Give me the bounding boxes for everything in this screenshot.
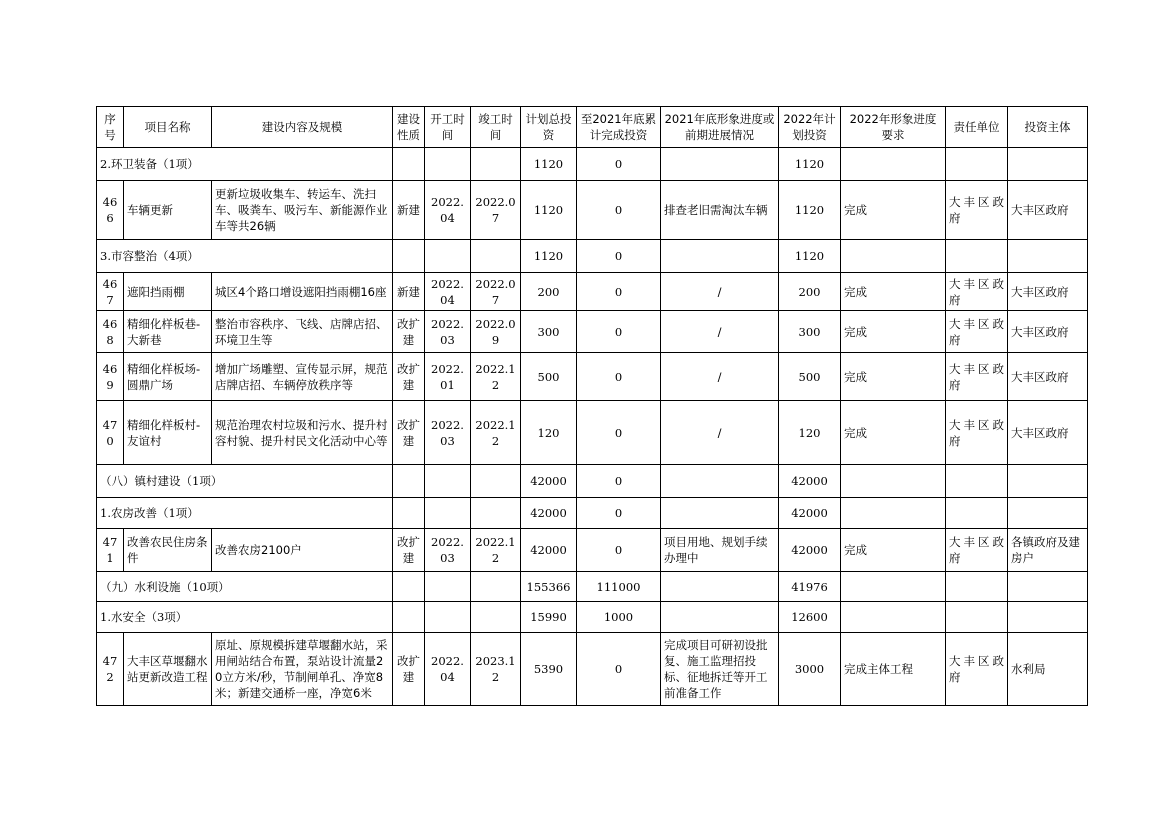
table-row	[97, 273, 1088, 311]
cell-seq: 469	[97, 353, 124, 401]
cell-done-2021: 0	[577, 311, 661, 353]
cell-done-2021: 0	[577, 529, 661, 572]
cell-seq: 471	[97, 529, 124, 572]
cell-name: 改善农民住房条件	[124, 529, 212, 572]
cell-name: 精细化样板场-圆鼎广场	[124, 353, 212, 401]
cell-investor: 大丰区政府	[1008, 353, 1088, 401]
cell-name: 大丰区草堰翻水站更新改造工程	[124, 633, 212, 706]
cell-done-2021: 0	[577, 148, 661, 181]
cell-investor: 大丰区政府	[1008, 181, 1088, 240]
cell-seq: 467	[97, 273, 124, 311]
cell-plan-2022: 12600	[779, 602, 841, 633]
cell-end	[471, 572, 521, 602]
cell-nature	[393, 572, 425, 602]
cell-nature: 新建	[393, 273, 425, 311]
cell-req-2022: 完成	[841, 353, 946, 401]
cell-start: 2022.04	[425, 633, 471, 706]
cell-progress-2021: /	[661, 353, 779, 401]
cell-done-2021: 0	[577, 401, 661, 465]
cell-progress-2021	[661, 148, 779, 181]
cell-plan-2022: 41976	[779, 572, 841, 602]
section-row	[97, 465, 1088, 498]
cell-plan-total: 155366	[521, 572, 577, 602]
table-row	[97, 401, 1088, 465]
cell-investor	[1008, 602, 1088, 633]
cell-end: 2022.09	[471, 311, 521, 353]
cell-unit	[946, 240, 1008, 273]
section-row	[97, 602, 1088, 633]
header-unit: 责任单位	[946, 107, 1008, 148]
cell-req-2022: 完成	[841, 273, 946, 311]
cell-start	[425, 602, 471, 633]
section-title: 2.环卫装备（1项）	[97, 148, 393, 181]
cell-done-2021: 0	[577, 633, 661, 706]
header-progress-2021: 2021年底形象进度或前期进展情况	[661, 107, 779, 148]
header-end: 竣工时间	[471, 107, 521, 148]
cell-plan-2022: 1120	[779, 240, 841, 273]
table-row	[97, 181, 1088, 240]
cell-plan-2022: 300	[779, 311, 841, 353]
header-investor: 投资主体	[1008, 107, 1088, 148]
cell-start	[425, 572, 471, 602]
cell-nature	[393, 498, 425, 529]
section-title: （九）水利设施（10项）	[97, 572, 393, 602]
cell-investor: 大丰区政府	[1008, 311, 1088, 353]
cell-content: 改善农房2100户	[212, 529, 393, 572]
cell-req-2022: 完成	[841, 529, 946, 572]
cell-req-2022	[841, 572, 946, 602]
cell-end	[471, 602, 521, 633]
cell-investor	[1008, 240, 1088, 273]
cell-done-2021: 0	[577, 181, 661, 240]
cell-progress-2021	[661, 465, 779, 498]
cell-plan-total: 1120	[521, 240, 577, 273]
header-req-2022: 2022年形象进度要求	[841, 107, 946, 148]
cell-plan-total: 120	[521, 401, 577, 465]
cell-end: 2022.07	[471, 273, 521, 311]
cell-plan-total: 42000	[521, 529, 577, 572]
cell-unit	[946, 602, 1008, 633]
section-row	[97, 240, 1088, 273]
cell-name: 车辆更新	[124, 181, 212, 240]
cell-req-2022	[841, 240, 946, 273]
cell-investor	[1008, 148, 1088, 181]
cell-investor	[1008, 465, 1088, 498]
cell-req-2022: 完成	[841, 181, 946, 240]
header-name: 项目名称	[124, 107, 212, 148]
table-row	[97, 529, 1088, 572]
cell-progress-2021: 排查老旧需淘汰车辆	[661, 181, 779, 240]
cell-nature	[393, 465, 425, 498]
cell-start	[425, 465, 471, 498]
cell-end	[471, 465, 521, 498]
cell-done-2021: 0	[577, 498, 661, 529]
table-body	[97, 148, 1088, 706]
cell-investor: 各镇政府及建房户	[1008, 529, 1088, 572]
header-plan-2022: 2022年计划投资	[779, 107, 841, 148]
cell-progress-2021: /	[661, 401, 779, 465]
cell-done-2021: 0	[577, 273, 661, 311]
cell-progress-2021: 完成项目可研初设批复、施工监理招投标、征地拆迁等开工前准备工作	[661, 633, 779, 706]
cell-name: 精细化样板村-友谊村	[124, 401, 212, 465]
cell-content: 增加广场雕塑、宣传显示屏，规范店牌店招、车辆停放秩序等	[212, 353, 393, 401]
header-content: 建设内容及规模	[212, 107, 393, 148]
cell-req-2022	[841, 498, 946, 529]
cell-progress-2021: /	[661, 273, 779, 311]
cell-unit: 大丰区政府	[946, 353, 1008, 401]
cell-nature: 改扩建	[393, 353, 425, 401]
cell-req-2022: 完成	[841, 401, 946, 465]
cell-investor	[1008, 498, 1088, 529]
cell-plan-total: 300	[521, 311, 577, 353]
cell-seq: 468	[97, 311, 124, 353]
cell-progress-2021	[661, 572, 779, 602]
cell-done-2021: 0	[577, 465, 661, 498]
cell-req-2022: 完成	[841, 311, 946, 353]
cell-unit	[946, 498, 1008, 529]
cell-end	[471, 148, 521, 181]
cell-start: 2022.03	[425, 311, 471, 353]
cell-unit: 大丰区政府	[946, 273, 1008, 311]
header-start: 开工时间	[425, 107, 471, 148]
cell-unit: 大丰区政府	[946, 311, 1008, 353]
header-row	[97, 107, 1088, 148]
cell-start: 2022.01	[425, 353, 471, 401]
cell-progress-2021	[661, 240, 779, 273]
cell-nature: 改扩建	[393, 401, 425, 465]
header-done-2021: 至2021年底累计完成投资	[577, 107, 661, 148]
cell-end: 2022.07	[471, 181, 521, 240]
cell-end: 2022.12	[471, 353, 521, 401]
cell-progress-2021	[661, 602, 779, 633]
cell-nature: 改扩建	[393, 529, 425, 572]
cell-req-2022	[841, 148, 946, 181]
project-plan-table	[96, 106, 1088, 706]
cell-seq: 466	[97, 181, 124, 240]
cell-start	[425, 498, 471, 529]
cell-unit	[946, 148, 1008, 181]
cell-plan-2022: 42000	[779, 465, 841, 498]
table-row	[97, 353, 1088, 401]
section-row	[97, 148, 1088, 181]
cell-nature	[393, 240, 425, 273]
cell-seq: 472	[97, 633, 124, 706]
cell-unit: 大丰区政府	[946, 181, 1008, 240]
cell-plan-2022: 42000	[779, 498, 841, 529]
cell-plan-total: 1120	[521, 181, 577, 240]
cell-progress-2021: /	[661, 311, 779, 353]
cell-content: 原址、原规模拆建草堰翻水站，采用闸站结合布置，泵站设计流量20立方米/秒，节制闸单孔、净宽8米；新建交通桥一座，净宽6米	[212, 633, 393, 706]
cell-done-2021: 0	[577, 240, 661, 273]
cell-start	[425, 240, 471, 273]
cell-plan-total: 15990	[521, 602, 577, 633]
cell-plan-2022: 1120	[779, 181, 841, 240]
cell-plan-2022: 200	[779, 273, 841, 311]
section-row	[97, 498, 1088, 529]
cell-plan-2022: 3000	[779, 633, 841, 706]
section-title: 3.市容整治（4项）	[97, 240, 393, 273]
cell-nature: 改扩建	[393, 311, 425, 353]
cell-end: 2023.12	[471, 633, 521, 706]
cell-nature	[393, 148, 425, 181]
cell-content: 更新垃圾收集车、转运车、洗扫车、吸粪车、吸污车、新能源作业车等共26辆	[212, 181, 393, 240]
cell-plan-total: 500	[521, 353, 577, 401]
cell-end	[471, 498, 521, 529]
section-title: （八）镇村建设（1项）	[97, 465, 393, 498]
cell-plan-total: 42000	[521, 465, 577, 498]
cell-plan-total: 5390	[521, 633, 577, 706]
cell-req-2022	[841, 602, 946, 633]
cell-unit	[946, 572, 1008, 602]
cell-plan-2022: 120	[779, 401, 841, 465]
cell-done-2021: 0	[577, 353, 661, 401]
cell-investor	[1008, 572, 1088, 602]
cell-investor: 大丰区政府	[1008, 401, 1088, 465]
cell-start: 2022.03	[425, 401, 471, 465]
section-title: 1.农房改善（1项）	[97, 498, 393, 529]
cell-done-2021: 111000	[577, 572, 661, 602]
cell-progress-2021: 项目用地、规划手续办理中	[661, 529, 779, 572]
cell-end	[471, 240, 521, 273]
cell-plan-2022: 42000	[779, 529, 841, 572]
cell-content: 城区4个路口增设遮阳挡雨棚16座	[212, 273, 393, 311]
section-title: 1.水安全（3项）	[97, 602, 393, 633]
table-row	[97, 311, 1088, 353]
cell-seq: 470	[97, 401, 124, 465]
cell-plan-2022: 1120	[779, 148, 841, 181]
header-seq: 序号	[97, 107, 124, 148]
cell-plan-2022: 500	[779, 353, 841, 401]
cell-unit: 大丰区政府	[946, 633, 1008, 706]
cell-content: 整治市容秩序、飞线、店牌店招、环境卫生等	[212, 311, 393, 353]
cell-start: 2022.04	[425, 273, 471, 311]
cell-name: 遮阳挡雨棚	[124, 273, 212, 311]
cell-req-2022	[841, 465, 946, 498]
cell-unit: 大丰区政府	[946, 529, 1008, 572]
cell-end: 2022.12	[471, 401, 521, 465]
cell-investor: 大丰区政府	[1008, 273, 1088, 311]
cell-investor: 水利局	[1008, 633, 1088, 706]
cell-name: 精细化样板巷-大新巷	[124, 311, 212, 353]
cell-nature: 改扩建	[393, 633, 425, 706]
cell-progress-2021	[661, 498, 779, 529]
header-nature: 建设性质	[393, 107, 425, 148]
cell-content: 规范治理农村垃圾和污水、提升村容村貌、提升村民文化活动中心等	[212, 401, 393, 465]
cell-plan-total: 200	[521, 273, 577, 311]
table-row	[97, 633, 1088, 706]
cell-plan-total: 1120	[521, 148, 577, 181]
cell-unit: 大丰区政府	[946, 401, 1008, 465]
section-row	[97, 572, 1088, 602]
cell-start: 2022.03	[425, 529, 471, 572]
cell-nature	[393, 602, 425, 633]
cell-req-2022: 完成主体工程	[841, 633, 946, 706]
cell-unit	[946, 465, 1008, 498]
cell-start: 2022.04	[425, 181, 471, 240]
header-plan-total: 计划总投资	[521, 107, 577, 148]
cell-start	[425, 148, 471, 181]
cell-plan-total: 42000	[521, 498, 577, 529]
cell-end: 2022.12	[471, 529, 521, 572]
cell-nature: 新建	[393, 181, 425, 240]
cell-done-2021: 1000	[577, 602, 661, 633]
